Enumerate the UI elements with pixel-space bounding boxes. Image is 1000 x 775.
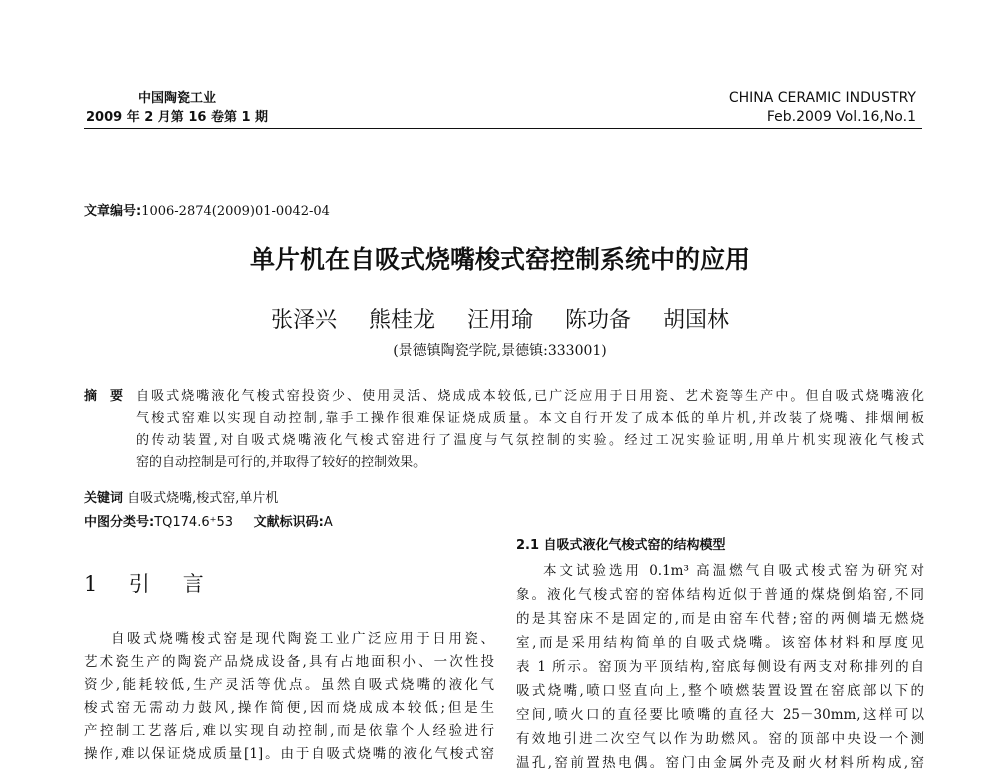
- author: 汪用瑜: [466, 308, 533, 333]
- subsection-2-1-heading: 2.1 自吸式液化气梭式窑的结构模型: [516, 538, 726, 553]
- section-number: 1: [84, 572, 104, 596]
- clc-value: TQ174.6⁺53: [154, 515, 233, 530]
- body-line: 自吸式烧嘴梭式窑是现代陶瓷工业广泛应用于日用瓷、: [111, 631, 494, 647]
- article-number-label: 文章编号:: [84, 204, 142, 219]
- header-rule: [84, 128, 922, 129]
- section-title: 引 言: [128, 572, 210, 596]
- right-column-body: [516, 559, 924, 775]
- body-line: 产控制工艺落后,难以实现自动控制,而是依靠个人经验进行: [84, 723, 494, 739]
- author-list: [0, 303, 1000, 334]
- journal-header-right: [729, 89, 916, 127]
- body-line: 操作,难以保证烧成质量[1]。由于自吸式烧嘴的液化气梭式窑: [84, 746, 494, 762]
- body-line: 本文试验选用 0.1m³ 高温燃气自吸式梭式窑为研究对: [543, 563, 924, 579]
- section-1-heading: [84, 568, 210, 598]
- issue-info-en: Feb.2009 Vol.16,No.1: [766, 109, 916, 125]
- author: 张泽兴: [270, 308, 337, 333]
- body-line: 有效地引进二次空气以作为助燃风。窑的顶部中央设一个测: [516, 731, 924, 747]
- clc-label: 中图分类号:: [84, 515, 155, 530]
- author: 熊桂龙: [368, 308, 435, 333]
- abstract-label: 摘 要: [84, 389, 124, 404]
- abstract-body: [136, 386, 924, 474]
- body-line: 温孔,窑前置热电偶。窑门由金属外壳及耐火材料所构成,窑: [516, 755, 924, 771]
- keywords-value: 自吸式烧嘴,梭式窑,单片机: [127, 491, 279, 506]
- abstract-line: 的传动装置,对自吸式烧嘴液化气梭式窑进行了温度与气氛控制的实验。经过工况实验证明,用单片机实现液化气梭式: [136, 433, 924, 448]
- body-line: 艺术瓷生产的陶瓷产品烧成设备,具有占地面积小、一次性投: [84, 654, 494, 670]
- body-line: 室,而是采用结构简单的自吸式烧嘴。该窑体材料和厚度见: [516, 635, 924, 651]
- journal-header-left: [86, 89, 268, 127]
- issue-info-cn: 2009 年 2 月第 16 卷第 1 期: [86, 110, 269, 125]
- author: 胡国林: [663, 308, 730, 333]
- body-line: 梭式窑无需动力鼓风,操作简便,因而烧成成本较低;但是生: [84, 700, 494, 716]
- abstract-line: 窑的自动控制是可行的,并取得了较好的控制效果。: [136, 455, 427, 470]
- doc-code-value: A: [323, 515, 333, 530]
- author: 陈功备: [565, 308, 632, 333]
- abstract-line: 自吸式烧嘴液化气梭式窑投资少、使用灵活、烧成成本较低,已广泛应用于日用瓷、艺术瓷等生产中。但自吸式烧嘴液化: [136, 389, 924, 404]
- article-number-value: 1006-2874(2009)01-0042-04: [141, 204, 330, 219]
- doc-code-label: 文献标识码:: [253, 515, 324, 530]
- keywords-label: 关键词: [84, 491, 124, 506]
- keywords: [84, 487, 278, 506]
- body-line: 资少,能耗较低,生产灵活等优点。虽然自吸式烧嘴的液化气: [84, 677, 494, 693]
- left-column-body: [84, 628, 494, 766]
- body-line: 的是其窑床不是固定的,而是由窑车代替;窑的两侧墙无燃烧: [516, 611, 924, 627]
- affiliation: (景德镇陶瓷学院,景德镇:333001): [393, 343, 607, 359]
- body-line: 吸式烧嘴,喷口竖直向上,整个喷燃装置设置在窑底部以下的: [516, 683, 924, 699]
- journal-name-cn: 中国陶瓷工业: [138, 91, 217, 106]
- paper-title: 单片机在自吸式烧嘴梭式窑控制系统中的应用: [249, 245, 750, 274]
- body-line: 空间,喷火口的直径要比喷嘴的直径大 25－30mm,这样可以: [516, 707, 924, 723]
- classification: [84, 511, 333, 530]
- journal-name-en: CHINA CERAMIC INDUSTRY: [728, 90, 916, 106]
- body-line: 象。液化气梭式窑的窑体结构近似于普通的煤烧倒焰窑,不同: [516, 587, 924, 603]
- article-number: [84, 200, 330, 219]
- abstract-line: 气梭式窑难以实现自动控制,靠手工操作很难保证烧成质量。本文自行开发了成本低的单片机,并改装了烧嘴、排烟闸板: [136, 411, 924, 426]
- body-line: 表 1 所示。窑顶为平顶结构,窑底每侧设有两支对称排列的自: [516, 659, 924, 675]
